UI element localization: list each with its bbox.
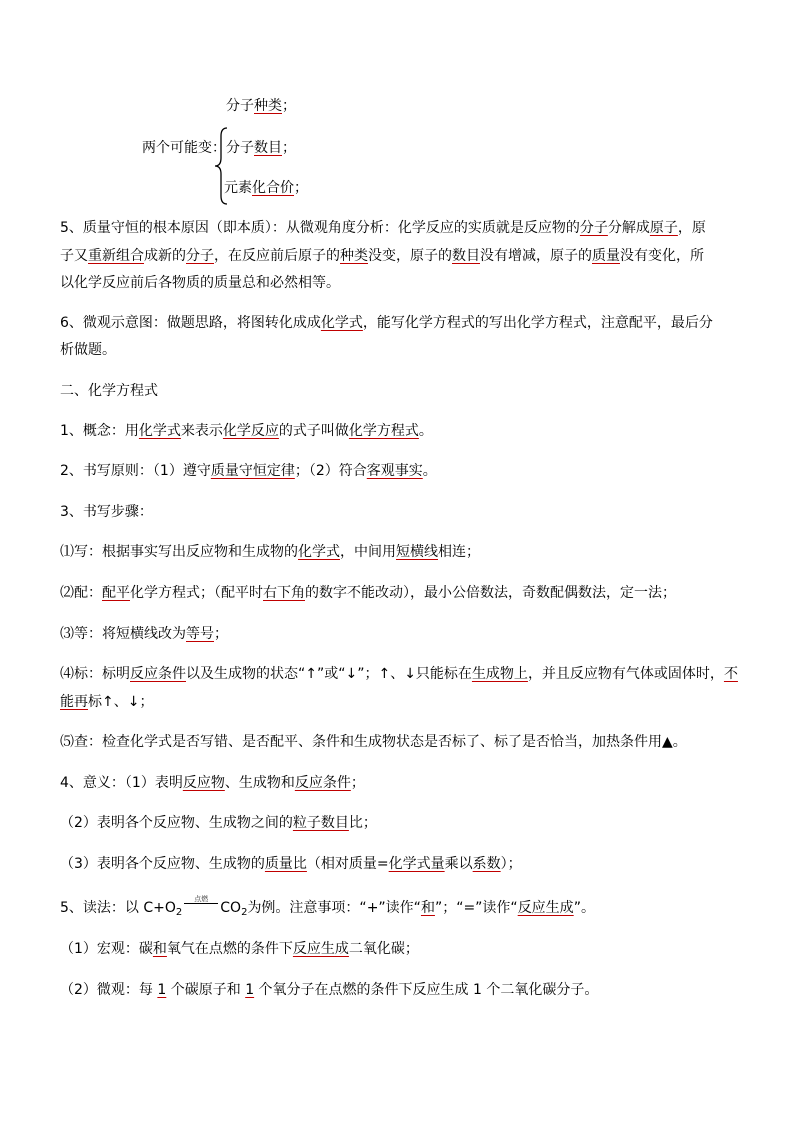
p6-line-2: 析做题。 [60, 342, 116, 358]
answer-blank: 化学式量 [388, 856, 445, 872]
answer-blank: 化学式 [138, 423, 181, 439]
steps-heading: 3、书写步骤： [60, 504, 153, 520]
step-equal: ⑶等：将短横线改为等号； [60, 626, 228, 642]
answer-blank: 分子 [186, 248, 214, 264]
answer-blank: 反应条件 [130, 666, 186, 682]
mol-line-2: 两个可能变：分子数目； [142, 140, 296, 156]
principle-line: 2、书写原则：（1）遵守质量守恒定律；（2）符合客观事实。 [60, 463, 437, 479]
answer-blank: 粒子数目 [292, 815, 349, 831]
equals-bar [184, 903, 218, 904]
answer-blank: 化学式 [320, 315, 363, 331]
meaning-line-1: 4、意义：（1）表明反应物、生成物和反应条件； [60, 775, 365, 791]
micro-reading: （2）微观：每 1 个碳原子和 1 个氧分子在点燃的条件下反应生成 1 个二氧化碳分子。 [60, 982, 599, 998]
answer-blank: 化学反应 [222, 423, 279, 439]
answer-blank: 化合价 [252, 180, 294, 196]
p5-line-1: 5、质量守恒的根本原因（即本质）：从微观角度分析：化学反应的实质就是反应物的分子分解成原子，原 [60, 220, 706, 236]
step-mark-1: ⑷标：标明反应条件以及生成物的状态“↑”或“↓”；↑、↓只能标在生成物上，并且反应物有气体或固体时，不 [60, 666, 738, 682]
condition-label: 点燃 [194, 895, 209, 903]
mol-line-3: 元素化合价； [224, 180, 308, 196]
step-check: ⑸查：检查化学式是否写错、是否配平、条件和生成物状态是否标了、标了是否恰当，加热条件用▲。 [60, 734, 687, 750]
answer-blank: 不 [723, 666, 738, 682]
answer-blank: 质量 [592, 248, 620, 264]
mol-line-1: 分子种类； [226, 98, 296, 114]
answer-blank: 种类 [254, 98, 282, 114]
answer-blank: 客观事实 [366, 463, 423, 479]
reading-line: 5、读法：以 $C+O_2$ 点燃 $CO_2$为例。注意事项：“+”读作“和”；“=”读作“反应生成”。 [60, 898, 740, 923]
answer-blank: 化学方程式 [348, 423, 419, 439]
answer-blank: 数目 [254, 140, 282, 156]
answer-blank: 反应生成 [292, 941, 349, 957]
answer-blank: 短横线 [396, 544, 438, 560]
answer-blank: 配平 [102, 585, 130, 601]
step-balance: ⑵配：配平化学方程式；（配平时右下角的数字不能改动），最小公倍数法，奇数配偶数法，定一法； [60, 585, 676, 601]
answer-blank: 化学式 [298, 544, 340, 560]
meaning-line-3: （3）表明各个反应物、生成物的质量比（相对质量=化学式量乘以系数）； [60, 856, 522, 872]
answer-blank: 原子 [649, 220, 678, 236]
answer-blank: 1 [157, 982, 167, 998]
answer-blank: 重新组合 [88, 248, 144, 264]
p6-line-1: 6、微观示意图：做题思路，将图转化成成化学式，能写化学方程式的写出化学方程式，注意配平，最后分 [60, 315, 713, 331]
reaction-condition-mark [182, 895, 220, 912]
answer-blank: 能再 [60, 694, 88, 710]
answer-blank: 和 [152, 941, 167, 957]
answer-blank: 分子 [579, 220, 608, 236]
answer-blank: 和 [420, 900, 435, 916]
p5-line-2: 子又重新组合成新的分子，在反应前后原子的种类没变，原子的数目没有增减，原子的质量没有变化，所 [60, 248, 704, 264]
answer-blank: 系数 [472, 856, 501, 872]
answer-blank: 质量守恒定律 [210, 463, 295, 479]
step-mark-2: 能再标↑、↓； [60, 694, 154, 710]
answer-blank: 反应物 [182, 775, 225, 791]
meaning-line-2: （2）表明各个反应物、生成物之间的粒子数目比； [60, 815, 377, 831]
possible-change-label: 两个可能变： [142, 140, 226, 156]
answer-blank: 反应条件 [294, 775, 351, 791]
answer-blank: 数目 [452, 248, 480, 264]
section-heading: 二、化学方程式 [60, 383, 158, 399]
answer-blank: 质量比 [264, 856, 307, 872]
answer-blank: 生成物上 [471, 666, 528, 682]
step-write: ⑴写：根据事实写出反应物和生成物的化学式，中间用短横线相连； [60, 544, 480, 560]
macro-reading: （1）宏观：碳和氧气在点燃的条件下反应生成二氧化碳； [60, 941, 419, 957]
answer-blank: 等号 [186, 626, 214, 642]
answer-blank: 反应生成 [517, 900, 574, 916]
concept-line: 1、概念：用化学式来表示化学反应的式子叫做化学方程式。 [60, 423, 433, 439]
answer-blank: 1 [245, 982, 255, 998]
answer-blank: 右下角 [263, 585, 305, 601]
p5-line-3: 以化学反应前后各物质的质量总和必然相等。 [60, 275, 340, 291]
answer-blank: 种类 [340, 248, 368, 264]
